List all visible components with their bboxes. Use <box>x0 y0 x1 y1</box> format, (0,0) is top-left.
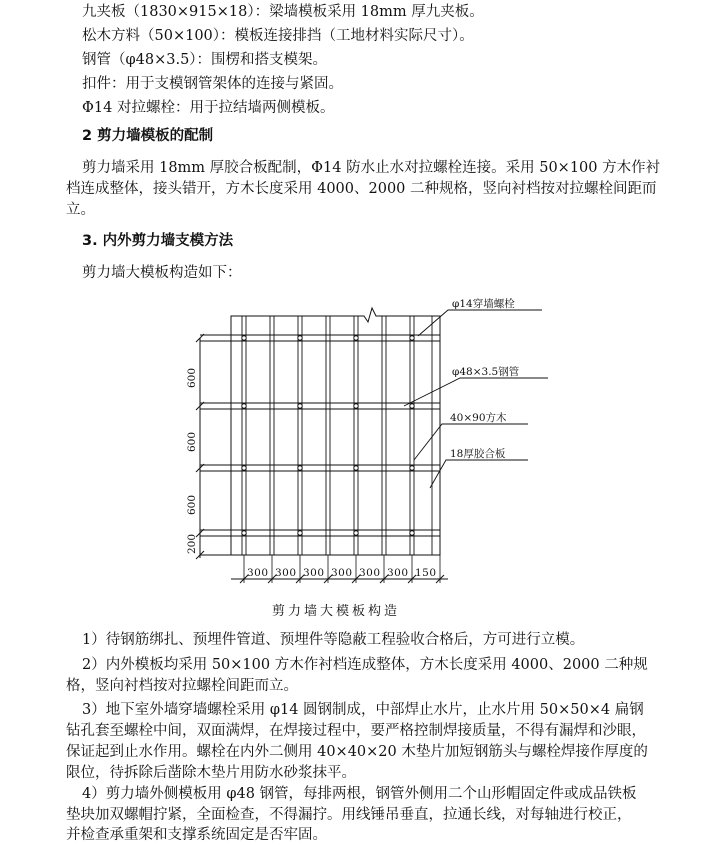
timber-studs <box>242 316 432 555</box>
heading-section-2: 2 剪力墙模板的配制 <box>82 128 214 144</box>
para-timber: 松木方料（50×100）：模板连接排挡（工地材料实际尺寸）。 <box>82 28 474 44</box>
para-step-2a: 2）内外模板均采用 50×100 方木作衬档连成整体，方木长度采用 4000、2000 二种规 <box>82 657 648 673</box>
heading-section-3: 3. 内外剪力墙支模方法 <box>82 233 234 249</box>
dim-vertical-3: 600 <box>186 494 198 515</box>
leader-lines <box>404 310 548 488</box>
para-step-4a: 4）剪力墙外侧模板用 φ48 钢管，每排两根，钢管外侧用二个山形帽固定件或成品铁板 <box>82 786 637 802</box>
bolt-markers <box>242 336 414 535</box>
dim-horizontal-3: 300 <box>303 567 325 579</box>
para-step-1: 1）待钢筋绑扎、预埋件管道、预埋件等隐蔽工程验收合格后，方可进行立模。 <box>82 632 585 648</box>
dim-horizontal-2: 300 <box>275 567 297 579</box>
para-plywood: 九夹板（1830×915×18）：梁墙模板采用 18mm 厚九夹板。 <box>82 4 484 20</box>
panel-outline <box>231 308 440 555</box>
para-fastener: 扣件：用于支模钢管架体的连接与紧固。 <box>82 76 343 92</box>
para-config-3: 立。 <box>66 202 95 218</box>
para-step-3b: 钻孔套至螺栓中间，双面满焊，在焊接过程中，要严格控制焊接质量，不得有漏焊和沙眼， <box>66 723 646 739</box>
dim-horizontal-4: 300 <box>331 567 353 579</box>
para-step-4c: 并检查承重架和支撑系统固定是否牢固。 <box>66 827 327 843</box>
para-steel-pipe: 钢管（φ48×3.5）：围楞和搭支模架。 <box>82 52 328 68</box>
dim-horizontal-1: 300 <box>247 567 269 579</box>
dim-horizontal-6: 300 <box>387 567 409 579</box>
para-bolt: Φ14 对拉螺栓：用于拉结墙两侧模板。 <box>82 100 335 116</box>
label-plywood: 18厚胶合板 <box>450 448 506 460</box>
para-step-4b: 垫块加双螺帽拧紧，全面检查，不得漏拧。用线锤吊垂直，拉通长线，对每轴进行校正， <box>66 807 632 823</box>
para-step-3c: 保证起到止水作用。螺栓在内外二侧用 40×40×20 木垫片加短钢筋头与螺栓焊接作厚度的 <box>66 744 648 760</box>
steel-pipes <box>200 335 440 536</box>
dim-horizontal-5: 300 <box>359 567 381 579</box>
dim-vertical-4: 200 <box>186 533 198 554</box>
label-steel-pipe: φ48×3.5钢管 <box>452 366 520 378</box>
para-step-2b: 格，竖向衬档按对拉螺栓间距而立。 <box>66 678 298 694</box>
label-timber: 40×90方木 <box>450 412 507 424</box>
diagram-caption: 剪力墙大模板构造 <box>272 604 401 619</box>
para-config-1: 剪力墙采用 18mm 厚胶合板配制，Φ14 防水止水对拉螺栓连接。采用 50×100 方木作衬 <box>82 160 661 176</box>
para-intro: 剪力墙大模板构造如下： <box>82 265 242 281</box>
label-wall-bolt: φ14穿墙螺栓 <box>452 298 515 310</box>
para-step-3d: 限位，待拆除后凿除木垫片用防水砂浆抹平。 <box>66 765 356 781</box>
dim-vertical-2: 600 <box>186 431 198 452</box>
dim-vertical-1: 600 <box>186 367 198 388</box>
para-config-2: 档连成整体，接头错开，方木长度采用 4000、2000 二种规格，竖向衬档按对拉螺栓间距而 <box>66 181 657 197</box>
para-step-3a: 3）地下室外墙穿墙螺栓采用 φ14 圆钢制成，中部焊止水片，止水片用 50×50×4 扁钢 <box>82 702 644 718</box>
dim-horizontal-7: 150 <box>415 567 437 579</box>
